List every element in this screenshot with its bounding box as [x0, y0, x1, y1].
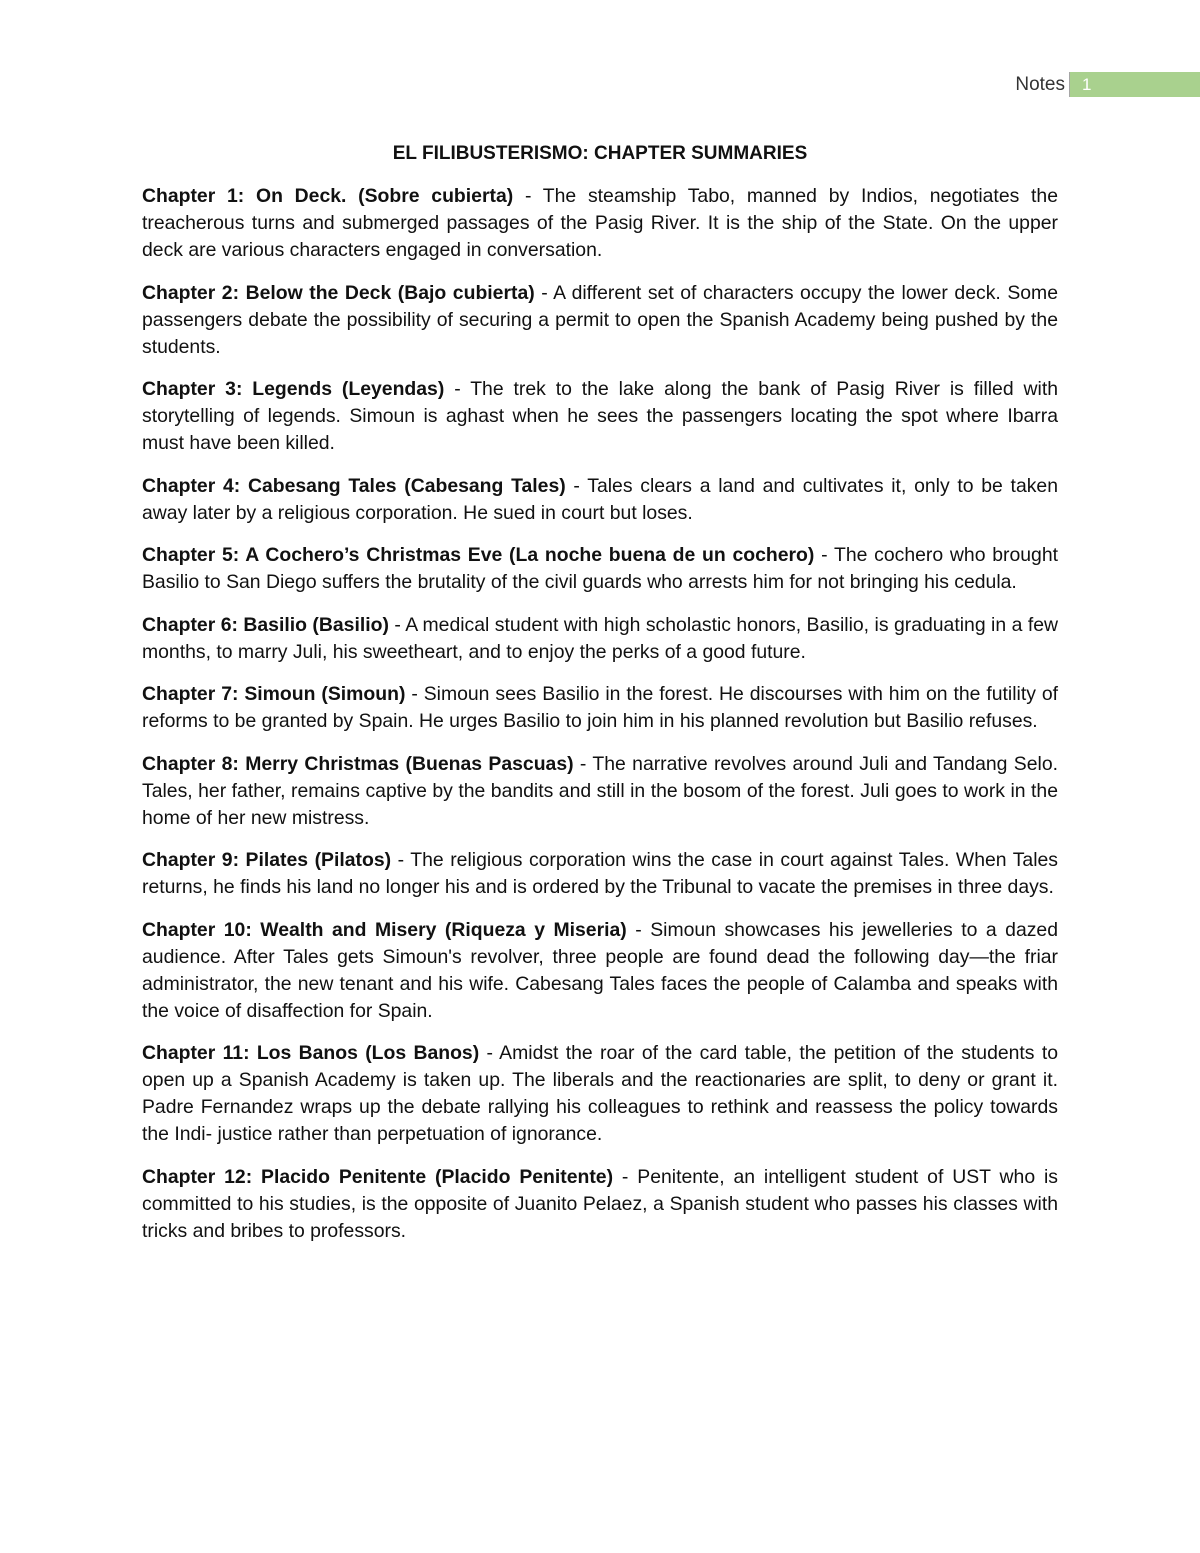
chapter-summary: - Simoun showcases his jewelleries to a dazed audience. After Tales gets Simoun's revolver, three people are found dead the following day—the friar administrator, the new tenant and his wife. Cabesang Tales faces the people of Calamba and speaks with the voice of disaffection for Spain. [142, 918, 1058, 1022]
chapter-entry-1 [142, 183, 1058, 264]
chapter-entry-2 [142, 280, 1058, 361]
chapter-list [142, 183, 1058, 1260]
chapter-entry-9 [142, 847, 1058, 901]
chapter-summary: - A different set of characters occupy the lower deck. Some passengers debate the possibility of securing a permit to open the Spanish Academy being pushed by the students. [142, 281, 1058, 358]
chapter-heading: Chapter 9: Pilates (Pilatos) [142, 849, 392, 871]
chapter-summary: - Simoun sees Basilio in the forest. He discourses with him on the futility of reforms to be granted by Spain. He urges Basilio to join him in his planned revolution but Basilio refuses. [142, 683, 1059, 732]
chapter-heading: Chapter 5: A Cochero’s Christmas Eve (La noche buena de un cochero) [142, 544, 815, 566]
chapter-heading: Chapter 4: Cabesang Tales (Cabesang Tales) [142, 474, 566, 497]
chapter-heading: Chapter 10: Wealth and Misery (Riqueza y Miseria) [142, 918, 627, 941]
chapter-heading: Chapter 12: Placido Penitente (Placido Penitente) [142, 1165, 614, 1188]
page-header [1015, 72, 1200, 97]
chapter-summary: - Amidst the roar of the card table, the petition of the students to open up a Spanish Academy is taken up. The liberals and the reactionaries are split, to deny or grant it. Padre Fernandez wraps up the debate rallying his colleagues to rethink and reassess the policy towards the Indi- justice rather than perpetuation of ignorance. [142, 1042, 1058, 1145]
chapter-entry-6 [142, 612, 1058, 666]
chapter-summary: - The religious corporation wins the case in court against Tales. When Tales returns, he finds his land no longer his and is ordered by the Tribunal to vacate the premises in three days. [142, 849, 1058, 898]
document-title: EL FILIBUSTERISMO: CHAPTER SUMMARIES [392, 143, 808, 164]
chapter-entry-5 [142, 542, 1058, 596]
chapter-summary: - The cochero who brought Basilio to San Diego suffers the brutality of the civil guards who arrests him for not bringing his cedula. [142, 544, 1058, 593]
chapter-entry-12 [142, 1164, 1058, 1245]
chapter-summary: - The narrative revolves around Juli and Tandang Selo. Tales, her father, remains captive by the bandits and still in the bosom of the forest. Juli goes to work in the home of her new mistress. [142, 752, 1058, 829]
chapter-entry-4 [142, 473, 1058, 527]
chapter-entry-8 [142, 751, 1058, 832]
chapter-heading: Chapter 3: Legends (Leyendas) [142, 378, 445, 400]
header-label: Notes [1015, 74, 1065, 95]
chapter-heading: Chapter 2: Below the Deck (Bajo cubierta) [142, 281, 535, 304]
chapter-summary: - The trek to the lake along the bank of Pasig River is filled with storytelling of legends. Simoun is aghast when he sees the passengers locating the spot where Ibarra must have been killed. [142, 378, 1058, 454]
chapter-heading: Chapter 6: Basilio (Basilio) [142, 613, 389, 636]
chapter-summary: - A medical student with high scholastic honors, Basilio, is graduating in a few months, to marry Juli, his sweetheart, and to enjoy the perks of a good future. [142, 613, 1058, 663]
page-number-badge: 1 [1070, 72, 1200, 97]
chapter-entry-11 [142, 1040, 1058, 1148]
chapter-summary: - Penitente, an intelligent student of UST who is committed to his studies, is the opposite of Juanito Pelaez, a Spanish student who passes his classes with tricks and bribes to professors. [142, 1165, 1058, 1242]
chapter-entry-7 [142, 681, 1058, 735]
chapter-entry-3 [142, 376, 1058, 457]
chapter-summary: - The steamship Tabo, manned by Indios, negotiates the treacherous turns and submerged passages of the Pasig River. It is the ship of the State. On the upper deck are various characters engaged in conversation. [142, 185, 1058, 261]
chapter-entry-10 [142, 917, 1058, 1025]
chapter-heading: Chapter 1: On Deck. (Sobre cubierta) [142, 185, 514, 207]
chapter-summary: - Tales clears a land and cultivates it, only to be taken away later by a religious corporation. He sued in court but loses. [142, 474, 1058, 524]
chapter-heading: Chapter 7: Simoun (Simoun) [142, 683, 406, 705]
chapter-heading: Chapter 11: Los Banos (Los Banos) [142, 1042, 480, 1064]
chapter-heading: Chapter 8: Merry Christmas (Buenas Pascuas) [142, 752, 574, 775]
